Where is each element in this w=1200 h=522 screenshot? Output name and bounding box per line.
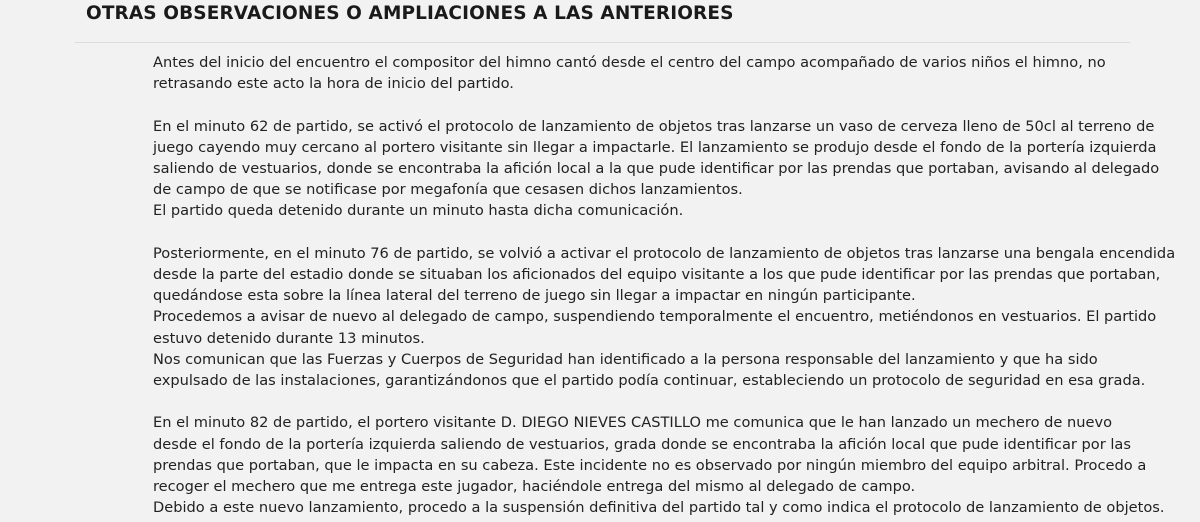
- text-line: juego cayendo muy cercano al portero visitante sin llegar a impactarle. El lanzamiento se produjo desde el fondo de la portería izquierda: [153, 138, 1157, 156]
- text-line: recoger el mechero que me entrega este jugador, haciéndole entrega del mismo al delegado de campo.: [153, 478, 916, 496]
- text-line: Posteriormente, en el minuto 76 de partido, se volvió a activar el protocolo de lanzamiento de objetos tras lanzarse una bengala encendida: [153, 244, 1176, 262]
- text-line: expulsado de las instalaciones, garantizándonos que el partido podía continuar, estableciendo un protocolo de seguridad en esa grada.: [153, 372, 1146, 390]
- text-line: En el minuto 82 de partido, el portero visitante D. DIEGO NIEVES CASTILLO me comunica que le han lanzado un mechero de nuevo: [153, 414, 1113, 432]
- section-divider: [75, 42, 1130, 43]
- text-line: Debido a este nuevo lanzamiento, procedo a la suspensión definitiva del partido tal y como indica el protocolo de lanzamiento de objetos.: [153, 499, 1165, 517]
- text-line: Nos comunican que las Fuerzas y Cuerpos de Seguridad han identificado a la persona responsable del lanzamiento y que ha sido: [153, 350, 1098, 368]
- text-line: saliendo de vestuarios, donde se encontraba la afición local a la que pude identificar por las prendas que portaban, avisando al delegado: [153, 160, 1160, 177]
- text-line: Procedemos a avisar de nuevo al delegado de campo, suspendiendo temporalmente el encuentro, metiéndonos en vestuarios. El partido: [153, 308, 1157, 326]
- observations-text: [153, 52, 1176, 518]
- text-line: de campo de que se notificase por megafonía que cesasen dichos lanzamientos.: [153, 181, 743, 199]
- paragraph-gap: [153, 222, 1063, 243]
- paragraph-gap: [153, 94, 1063, 115]
- paragraph: [153, 243, 1176, 391]
- text-line: El partido queda detenido durante un minuto hasta dicha comunicación.: [153, 202, 684, 220]
- text-line: Antes del inicio del encuentro el compositor del himno cantó desde el centro del campo acompañado de varios niños el himno, no: [153, 54, 1106, 71]
- text-line: estuvo detenido durante 13 minutos.: [153, 329, 425, 347]
- text-line: En el minuto 62 de partido, se activó el protocolo de lanzamiento de objetos tras lanzarse un vaso de cerveza lleno de 50cl al terreno de: [153, 117, 1155, 135]
- text-line: desde la parte del estadio donde se situaban los aficionados del equipo visitante a los que pude identificar por las prendas que portaban,: [153, 266, 1161, 283]
- section-title: OTRAS OBSERVACIONES O AMPLIACIONES A LAS ANTERIORES: [86, 3, 734, 24]
- text-line: prendas que portaban, que le impacta en su cabeza. Este incidente no es observado por ningún miembro del equipo arbitral. Procedo a: [153, 456, 1147, 474]
- paragraph: [153, 52, 1106, 94]
- paragraph: [153, 116, 1160, 222]
- paragraph: [153, 412, 1165, 518]
- paragraph-gap: [153, 391, 1063, 412]
- text-line: desde el fondo de la portería izquierda saliendo de vestuarios, grada donde se encontraba la afición local que pude identificar por las: [153, 435, 1131, 453]
- text-line: quedándose esta sobre la línea lateral del terreno de juego sin llegar a impactar en ningún participante.: [153, 287, 916, 305]
- text-line: retrasando este acto la hora de inicio del partido.: [153, 75, 514, 93]
